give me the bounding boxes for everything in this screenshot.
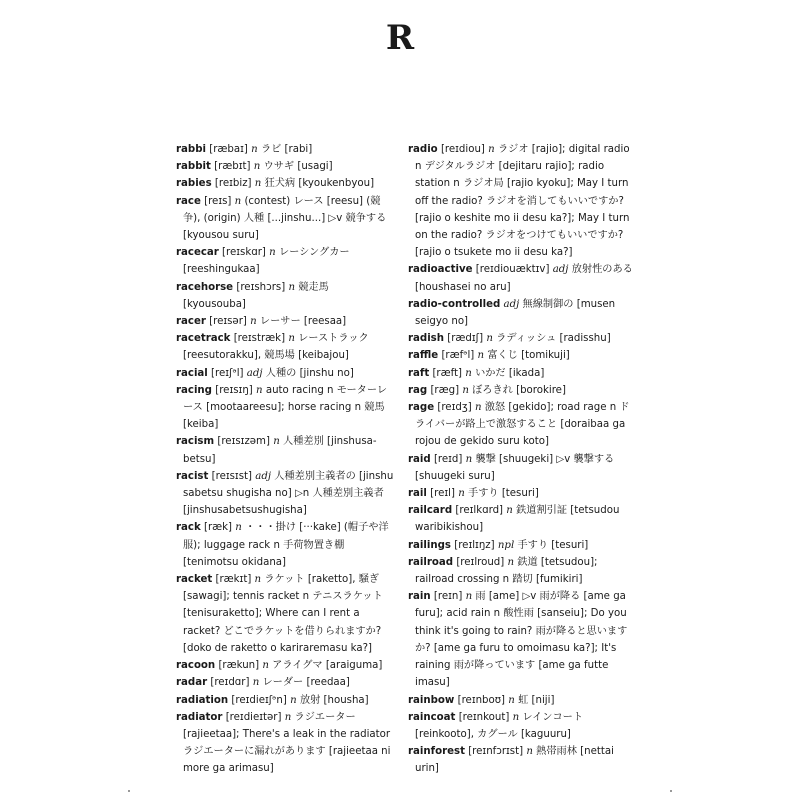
entry-definition: 虹 [niji] — [518, 694, 555, 706]
entry-part-of-speech: n — [288, 281, 295, 293]
entry-pronunciation: [reɪdɑr] — [210, 677, 250, 689]
entry-definition: 富くじ [tomikuji] — [487, 350, 570, 362]
entry-headword: rainbow — [408, 694, 455, 706]
entry-definition: 鉄道割引証 [tetsudou waribikishou] — [415, 505, 620, 534]
entry-headword: rage — [408, 402, 435, 414]
entry-headword: rain — [408, 591, 431, 603]
dictionary-entry — [176, 433, 394, 467]
entry-definition: (contest) レース [reesu] (競争), (origin) 人種 [...jinshu...] ▷v 競争する [kyousou suru] — [183, 195, 387, 242]
entry-pronunciation: [reɪlroud] — [456, 556, 505, 568]
dictionary-entry — [176, 330, 394, 364]
dictionary-entry — [408, 485, 634, 502]
dictionary-entry — [408, 399, 634, 451]
entry-headword: racer — [176, 316, 206, 328]
entry-definition: 競走馬 [kyousouba] — [183, 281, 329, 310]
entry-headword: railings — [408, 539, 451, 551]
entry-part-of-speech: n — [251, 144, 258, 155]
entry-definition: レーシングカー [reeshingukaa] — [183, 247, 350, 276]
entry-definition: ラビ [rabi] — [260, 144, 313, 155]
entry-definition: ・・・掛け [···kake] (帽子や洋服); luggage rack n 手荷物置き棚 [tenimotsu okidana] — [183, 522, 389, 568]
entry-definition: 手すり [tesuri] — [517, 539, 589, 551]
entry-headword: racial — [176, 367, 208, 379]
dictionary-entry — [176, 158, 394, 175]
entry-headword: racehorse — [176, 281, 234, 293]
entry-headword: raincoat — [408, 711, 456, 723]
entry-headword: raid — [408, 453, 431, 465]
entry-pronunciation: [ræbaɪ] — [209, 144, 248, 155]
dictionary-entry — [408, 347, 634, 364]
page-mark-right — [670, 790, 672, 792]
dictionary-entry — [176, 657, 394, 674]
entry-part-of-speech: adj — [255, 470, 272, 482]
entry-part-of-speech: n — [508, 694, 515, 706]
entry-headword: race — [176, 195, 201, 207]
entry-headword: racoon — [176, 660, 216, 672]
dictionary-entry — [176, 175, 394, 192]
entry-part-of-speech: n — [256, 384, 263, 396]
entry-headword: radiation — [176, 694, 229, 706]
entry-pronunciation: [reɪl] — [430, 488, 455, 500]
entry-headword: radio — [408, 144, 438, 155]
entry-headword: racing — [176, 384, 212, 396]
entry-headword: radar — [176, 677, 208, 689]
dictionary-entry — [408, 588, 634, 691]
dictionary-entry — [176, 674, 394, 691]
entry-headword: racket — [176, 574, 213, 586]
dictionary-entry — [408, 365, 634, 382]
entry-definition: ぼろきれ [borokire] — [472, 384, 566, 396]
entry-part-of-speech: n — [254, 574, 262, 586]
entry-pronunciation: [reɪshɔrs] — [236, 281, 286, 293]
entry-pronunciation: [reɪsɪzəm] — [217, 436, 270, 448]
entry-headword: radiator — [176, 711, 223, 723]
entry-part-of-speech: adj — [246, 367, 263, 379]
entry-definition: ラケット [raketto], 騒ぎ [sawagi]; tennis racket n テニスラケット [tenisuraketto]; Where can I rent a racket? どこでラケットを借りられますか? [doko de raketto o kariraremasu ka?] — [183, 574, 383, 654]
entry-definition: 熱帯雨林 [nettai urin] — [415, 746, 614, 775]
dictionary-entry — [408, 382, 634, 399]
entry-part-of-speech: n — [273, 436, 280, 448]
entry-headword: racetrack — [176, 333, 231, 345]
entry-headword: railroad — [408, 556, 454, 568]
page-mark-left — [128, 790, 130, 792]
dictionary-entry — [176, 692, 394, 709]
dictionary-entry — [176, 279, 394, 313]
entry-headword: radioactive — [408, 264, 473, 276]
entry-part-of-speech: n — [465, 367, 472, 379]
dictionary-entry — [176, 519, 394, 571]
entry-pronunciation: [reɪsər] — [209, 316, 247, 328]
dictionary-entry — [408, 743, 634, 777]
entry-definition: レーストラック [reesutorakku], 競馬場 [keibajou] — [183, 333, 369, 362]
entry-definition: ラジオ [rajio]; digital radio n デジタルラジオ [dejitaru rajio]; radio station n ラジオ局 [rajio kyoku]; May I turn off the radio? ラジオを消してもいいですか? [rajio o keshite mo ii desu ka?]; May I turn on the radio? ラジオをつけてもいいですか? [rajio o tsukete mo ii desu ka?] — [415, 144, 630, 259]
dictionary-entry — [408, 502, 634, 536]
entry-part-of-speech: npl — [497, 539, 515, 551]
dictionary-entry — [176, 313, 394, 330]
entry-part-of-speech: n — [269, 247, 276, 259]
entry-pronunciation: [reɪdʒ] — [437, 402, 472, 414]
entry-pronunciation: [ræg] — [430, 384, 460, 396]
entry-definition: レインコート [reinkooto], カグール [kaguuru] — [415, 711, 584, 740]
entry-part-of-speech: n — [290, 694, 297, 706]
entry-pronunciation: [ræfᵊl] — [441, 350, 475, 362]
entry-pronunciation: [reɪʃᵊl] — [211, 367, 244, 379]
entry-pronunciation: [reɪnboʊ] — [457, 694, 506, 706]
entry-part-of-speech: n — [252, 677, 260, 689]
entry-part-of-speech: n — [288, 333, 295, 345]
entry-pronunciation: [reɪnkout] — [458, 711, 510, 723]
entry-pronunciation: [reɪs] — [204, 195, 232, 207]
entry-part-of-speech: n — [254, 178, 262, 190]
dictionary-entry — [408, 330, 634, 347]
entry-definition: ラディッシュ [radisshu] — [496, 333, 611, 345]
dictionary-entry — [408, 296, 634, 330]
entry-pronunciation: [ræk] — [203, 522, 233, 534]
entry-pronunciation: [rædɪʃ] — [447, 333, 484, 345]
entry-part-of-speech: n — [250, 316, 257, 328]
entry-part-of-speech: n — [488, 144, 495, 155]
dictionary-entry — [176, 382, 394, 434]
right-column — [408, 141, 634, 778]
entry-headword: rabbit — [176, 161, 211, 173]
entry-definition: 雨 [ame] ▷v 雨が降る [ame ga furu]; acid rain n 酸性雨 [sanseiu]; Do you think it's going to rain? 雨が降ると思いますか? [ame ga furu to omoimasu ka?]; It's raining 雨が降っています [ame ga futte imasu] — [415, 591, 628, 689]
entry-part-of-speech: n — [506, 505, 513, 517]
entry-definition: 人種差別主義者の [jinshu sabetsu shugisha no] ▷n 人種差別主義者 [jinshusabetsushugisha] — [183, 470, 394, 517]
entry-headword: raffle — [408, 350, 439, 362]
entry-definition: レーダー [reedaa] — [262, 677, 350, 689]
entry-pronunciation: [reɪskɑr] — [222, 247, 266, 259]
entry-headword: radio-controlled — [408, 298, 501, 310]
entry-definition: いかだ [ikada] — [475, 367, 545, 379]
entry-part-of-speech: n — [465, 591, 473, 603]
entry-part-of-speech: n — [477, 350, 485, 362]
entry-headword: raft — [408, 367, 430, 379]
entry-pronunciation: [reɪdiou] — [440, 144, 485, 155]
entry-headword: rabbi — [176, 144, 206, 155]
entry-pronunciation: [reɪsɪst] — [211, 470, 252, 482]
entry-definition: 無線制御の [musen seigyo no] — [415, 298, 616, 328]
entry-headword: racist — [176, 470, 209, 482]
entry-pronunciation: [rækun] — [218, 660, 260, 672]
entry-definition: ラジエーター [rajieetaa]; There's a leak in the radiator ラジエーターに漏れがあります [rajieetaa ni more ga arimasu] — [183, 711, 391, 775]
dictionary-entry — [408, 537, 634, 554]
entry-definition: アライグマ [araiguma] — [272, 660, 383, 672]
entry-pronunciation: [ræbɪt] — [214, 161, 251, 173]
entry-pronunciation: [reɪdiouæktɪv] — [475, 264, 550, 276]
entry-pronunciation: [reɪd] — [433, 453, 463, 465]
entry-pronunciation: [reɪdieɪʃᵊn] — [231, 694, 287, 706]
entry-definition: 放射 [housha] — [299, 694, 369, 706]
entry-part-of-speech: n — [526, 746, 533, 758]
entry-part-of-speech: n — [234, 195, 242, 207]
dictionary-entry — [176, 365, 394, 382]
entry-definition: 鉄道 [tetsudou]; railroad crossing n 踏切 [fumikiri] — [415, 556, 598, 586]
entry-part-of-speech: n — [462, 384, 469, 396]
dictionary-entry — [408, 141, 634, 261]
entry-pronunciation: [reɪdieɪtər] — [225, 711, 282, 723]
dictionary-entry — [176, 709, 394, 778]
dictionary-entry — [176, 244, 394, 278]
entry-part-of-speech: n — [512, 711, 520, 723]
dictionary-entry — [176, 141, 394, 158]
entry-part-of-speech: adj — [552, 264, 569, 276]
entry-definition: 人種差別 [jinshusa-betsu] — [183, 436, 377, 465]
entry-definition: 手すり [tesuri] — [468, 488, 539, 500]
entry-part-of-speech: adj — [503, 298, 520, 310]
entry-definition: 人種の [jinshu no] — [265, 367, 354, 379]
entry-pronunciation: [reɪlɪŋz] — [454, 539, 495, 551]
entry-definition: 襲撃 [shuugeki] ▷v 襲撃する [shuugeki suru] — [415, 453, 615, 482]
entry-definition: 放射性のある [houshasei no aru] — [415, 264, 633, 293]
entry-part-of-speech: n — [262, 660, 269, 672]
entry-part-of-speech: n — [458, 488, 465, 500]
entry-pronunciation: [reɪsɪŋ] — [215, 384, 253, 396]
entry-part-of-speech: n — [507, 556, 515, 568]
entry-pronunciation: [reɪstræk] — [233, 333, 286, 345]
dictionary-entry — [176, 468, 394, 520]
entry-definition: auto racing n モーターレース [mootaareesu]; horse racing n 競馬 [keiba] — [183, 384, 388, 431]
entry-headword: railcard — [408, 505, 453, 517]
entry-headword: racism — [176, 436, 215, 448]
entry-headword: rag — [408, 384, 428, 396]
dictionary-entry — [176, 571, 394, 657]
entry-pronunciation: [reɪbiz] — [214, 178, 252, 190]
dictionary-entry — [408, 709, 634, 743]
dictionary-entry — [176, 193, 394, 245]
left-column — [176, 141, 394, 778]
entry-headword: rail — [408, 488, 427, 500]
entry-part-of-speech: n — [284, 711, 292, 723]
entry-headword: radish — [408, 333, 444, 345]
entry-headword: rainforest — [408, 746, 465, 758]
entry-definition: 狂犬病 [kyoukenbyou] — [264, 178, 375, 190]
entry-definition: レーサー [reesaa] — [259, 316, 347, 328]
entry-part-of-speech: n — [474, 402, 482, 414]
section-letter: R — [385, 18, 415, 58]
dictionary-entry — [408, 692, 634, 709]
entry-pronunciation: [reɪlkɑrd] — [455, 505, 504, 517]
dictionary-entry — [408, 261, 634, 295]
entry-part-of-speech: n — [253, 161, 261, 173]
entry-pronunciation: [reɪn] — [433, 591, 463, 603]
entry-headword: rack — [176, 522, 201, 534]
entry-part-of-speech: n — [486, 333, 493, 345]
entry-pronunciation: [ræft] — [432, 367, 462, 379]
entry-pronunciation: [reɪnfɔrɪst] — [468, 746, 524, 758]
entry-headword: racecar — [176, 247, 219, 259]
entry-definition: ウサギ [usagi] — [263, 161, 333, 173]
entry-pronunciation: [rækɪt] — [215, 574, 252, 586]
dictionary-entry — [408, 451, 634, 485]
entry-headword: rabies — [176, 178, 212, 190]
entry-part-of-speech: n — [235, 522, 242, 534]
entry-part-of-speech: n — [465, 453, 473, 465]
dictionary-entry — [408, 554, 634, 588]
entry-definition: 激怒 [gekido]; road rage n ドライバーが路上で激怒すること [doraibaa ga rojou de gekido suru koto] — [415, 402, 630, 448]
